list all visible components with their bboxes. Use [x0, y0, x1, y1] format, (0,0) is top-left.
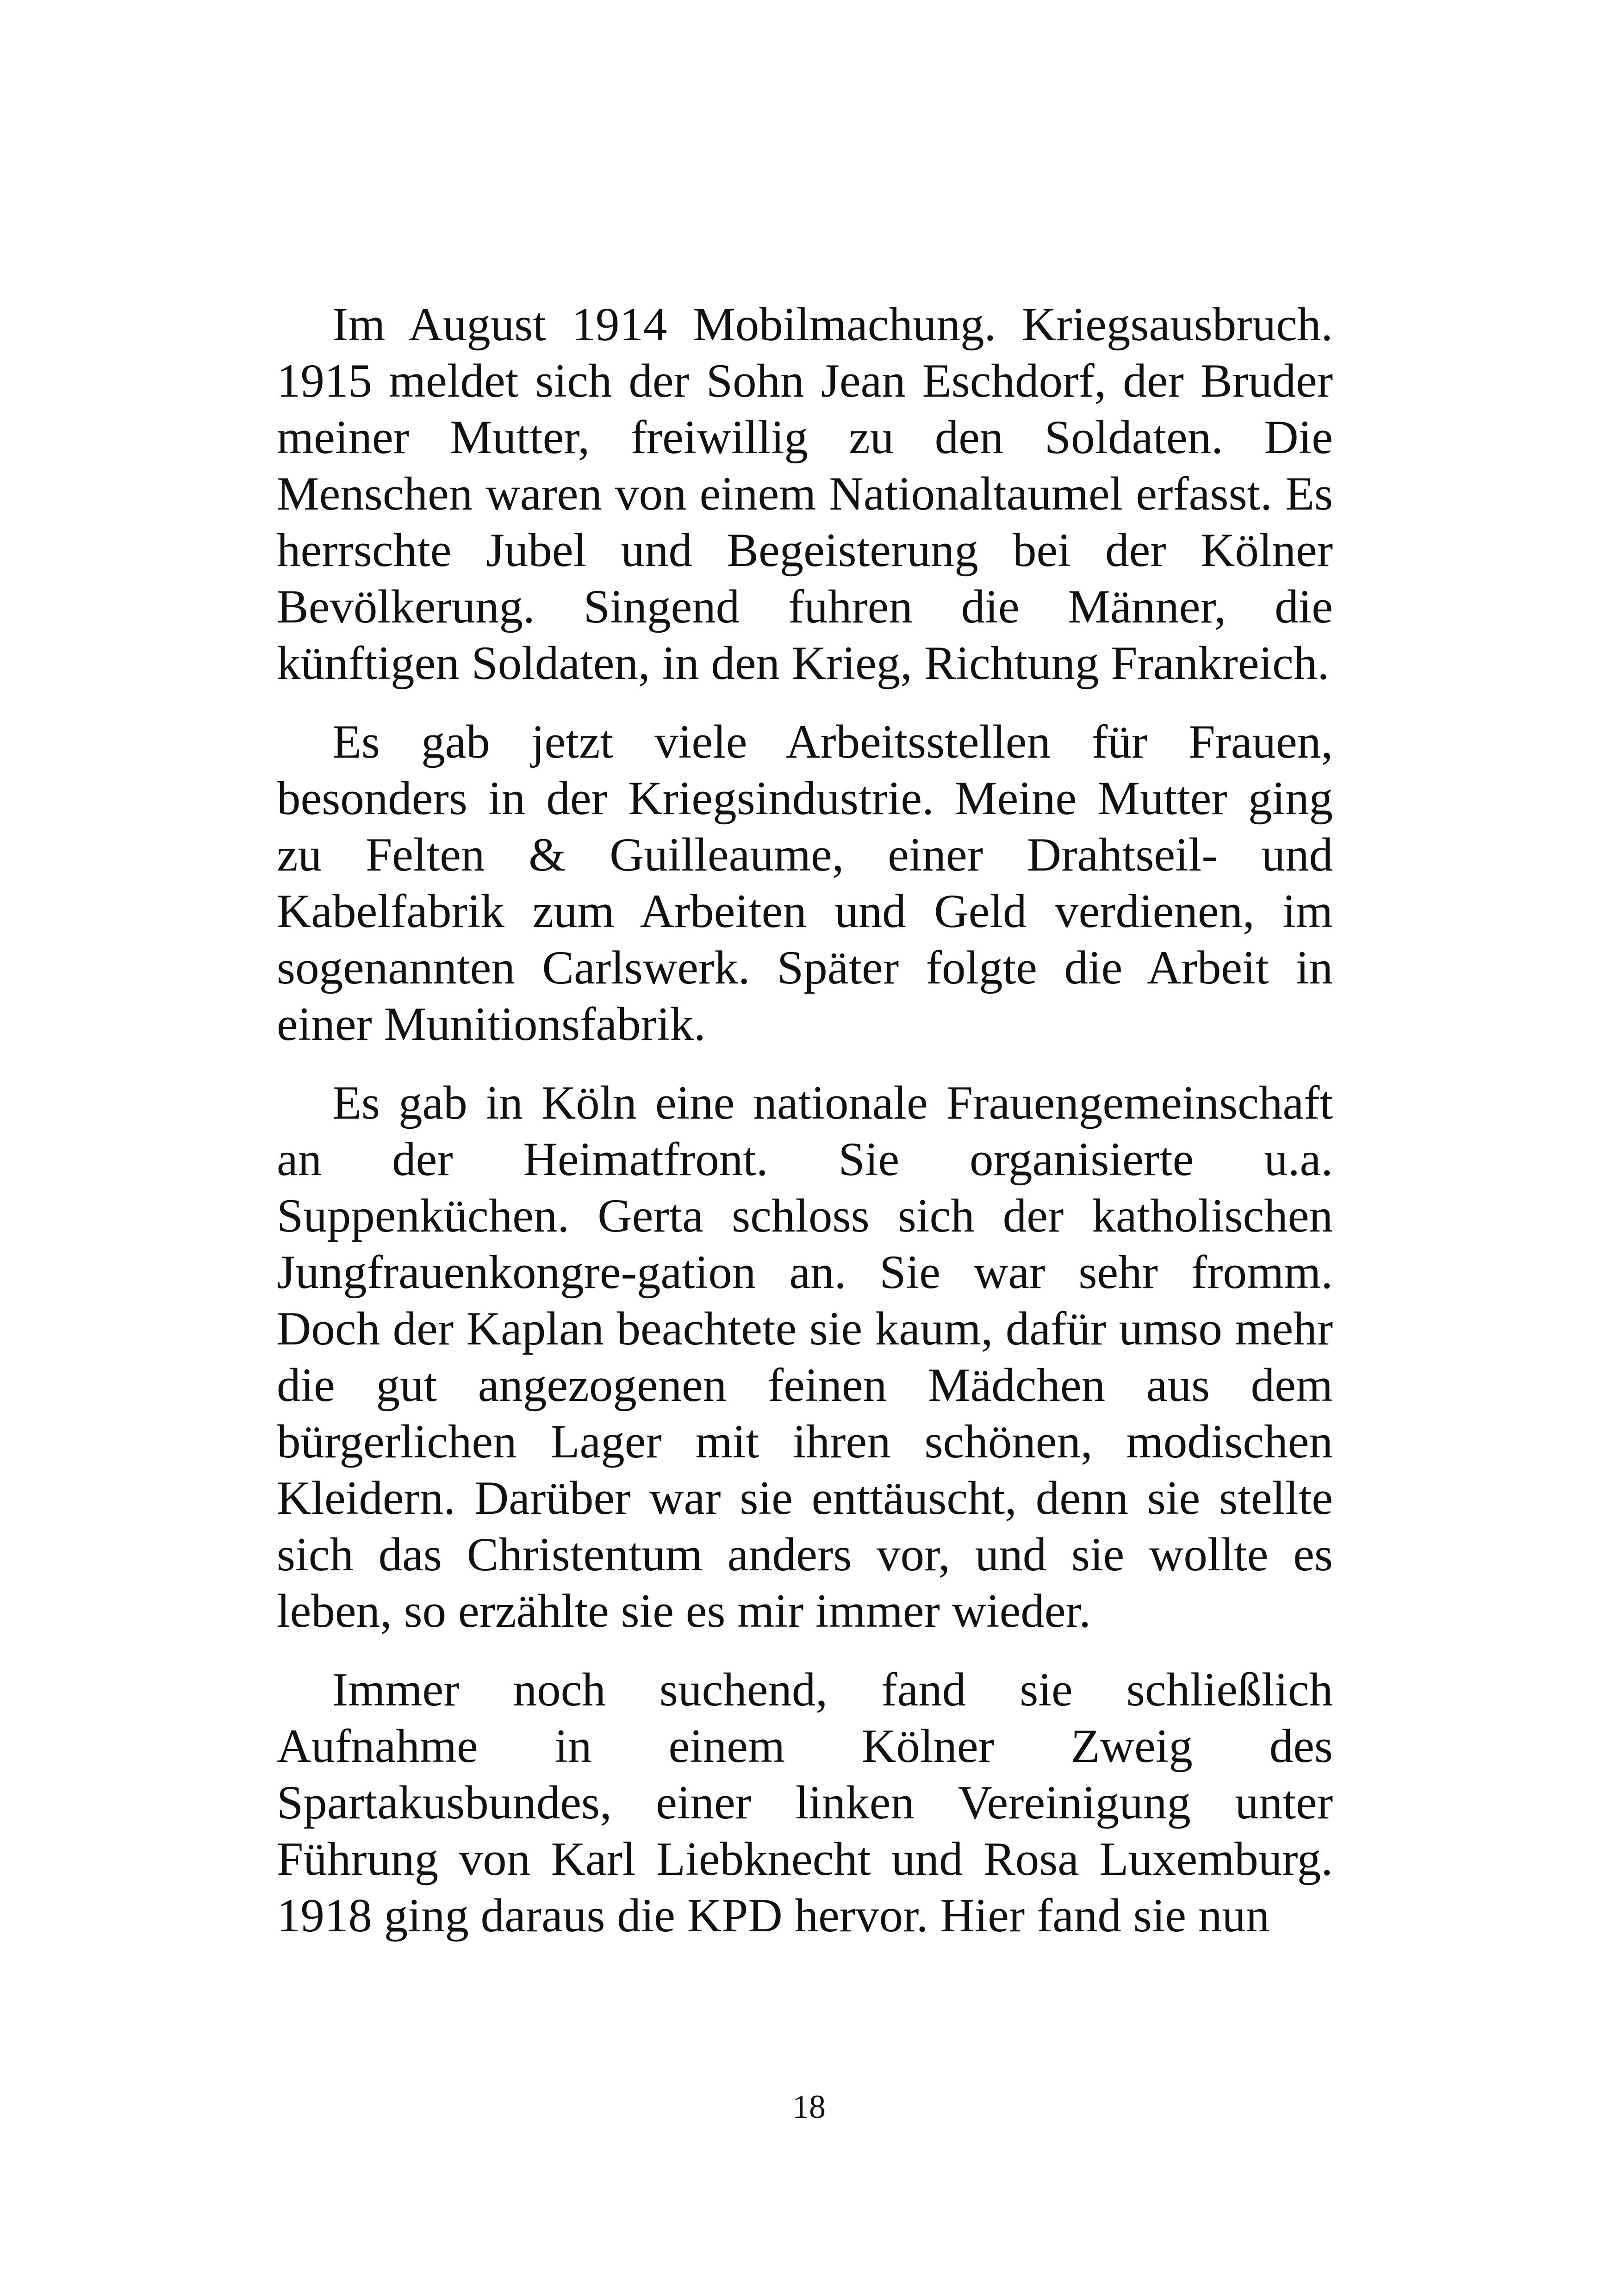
page-body [277, 296, 1333, 1966]
paragraph-3: Es gab in Köln eine nationale Frauengemeinschaft an der Heimatfront. Sie organisierte u.a. Suppenküchen. Gerta schloss sich der katholischen Jungfrauenkongre-gation an. Sie war sehr fromm. Doch der Kaplan beachtete sie kaum, dafür umso mehr die gut angezogenen feinen Mädchen aus dem bürgerlichen Lager mit ihren schönen, modischen Kleidern. Darüber war sie enttäuscht, denn sie stellte sich das Christentum anders vor, und sie wollte es leben, so erzählte sie es mir immer wieder. [277, 1076, 1333, 1637]
paragraph-1: Im August 1914 Mobilmachung. Kriegsausbruch. 1915 meldet sich der Sohn Jean Eschdorf, der Bruder meiner Mutter, freiwillig zu den Soldaten. Die Menschen waren von einem Nationaltaumel erfasst. Es herrschte Jubel und Begeisterung bei der Kölner Bevölkerung. Singend fuhren die Männer, die künftigen Soldaten, in den Krieg, Richtung Frankreich. [277, 298, 1333, 690]
paragraph-2: Es gab jetzt viele Arbeitsstellen für Frauen, besonders in der Kriegsindustrie. Meine Mutter ging zu Felten & Guilleaume, einer Drahtseil- und Kabelfabrik zum Arbeiten und Geld verdienen, im sogenannten Carlswerk. Später folgte die Arbeit in einer Munitionsfabrik. [277, 716, 1333, 1051]
page-number: 18 [792, 2088, 826, 2125]
paragraph-4: Immer noch suchend, fand sie schließlich Aufnahme in einem Kölner Zweig des Spartakusbundes, einer linken Vereinigung unter Führung von Karl Liebknecht und Rosa Luxemburg. 1918 ging daraus die KPD hervor. Hier fand sie nun [277, 1663, 1333, 1942]
